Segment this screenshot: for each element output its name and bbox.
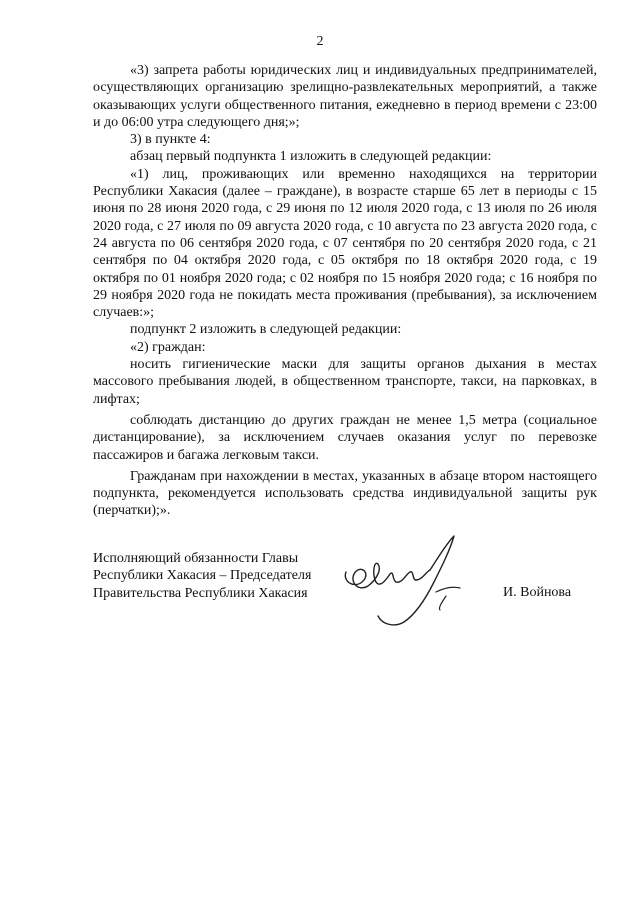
- signature-stroke: [345, 563, 430, 588]
- signature-stroke: [436, 587, 460, 610]
- paragraph-item-3-amendment: «3) запрета работы юридических лиц и индивидуальных предпринимателей, осуществляющих организацию зрелищно-развлекательных мероприятий, а также оказывающих услуги общественного питания, ежедневно в период времени с 23:00 и до 06:00 утра следующего дня;»;: [93, 63, 597, 130]
- paragraph-gloves: Гражданам при нахождении в местах, указанных в абзаце втором настоящего подпункта, рекомендуется использовать средства индивидуальной защиты рук (перчатки);».: [93, 468, 597, 519]
- page-number: 2: [316, 34, 324, 49]
- signer-title-line: Правительства Республики Хакасия: [93, 585, 308, 601]
- paragraph-distance: соблюдать дистанцию до других граждан не менее 1,5 метра (социальное дистанцирование), за исключением случаев оказания услуг по перевозке пассажиров и багажа легковым такси.: [93, 412, 597, 463]
- paragraph-subpoint-2-intro: подпункт 2 изложить в следующей редакции:: [130, 322, 402, 338]
- handwritten-signature: [338, 530, 478, 630]
- paragraph-point-4-heading: 3) в пункте 4:: [130, 132, 211, 148]
- paragraph-subpoint-1-text: «1) лиц, проживающих или временно находящихся на территории Республики Хакасия (далее – граждане), в возрасте старше 65 лет в периоды с 15 июня по 28 июня 2020 года, с 29 июня по 12 июля 2020 года, с 13 июля по 26 июля 2020 года, с 27 июля по 09 августа 2020 года, с 10 августа по 23 августа 2020 года, с 24 августа по 06 сентября 2020 года, с 07 сентября по 20 сентября 2020 года, с 21 сентября по 04 октября 2020 года, с 05 октября по 18 октября 2020 года, с 19 октября по 01 ноября 2020 года; с 02 ноября по 15 ноября 2020 года; с 16 ноября по 29 ноября 2020 года не покидать места проживания (пребывания), за исключением случаев:»;: [93, 166, 597, 321]
- paragraph-masks: носить гигиенические маски для защиты органов дыхания в местах массового пребывания людей, в общественном транспорте, такси, на парковках, в лифтах;: [93, 357, 597, 407]
- paragraph-subpoint-2-heading: «2) граждан:: [130, 339, 206, 355]
- signer-title-line: Исполняющий обязанности Главы: [93, 551, 299, 566]
- document-body: [93, 62, 597, 520]
- signer-title: [93, 550, 323, 602]
- signer-name: И. Войнова: [503, 585, 572, 600]
- paragraph-subpoint-1-intro: абзац первый подпункта 1 изложить в следующей редакции:: [130, 149, 492, 165]
- signer-title-line: Республики Хакасия – Председателя: [93, 568, 312, 584]
